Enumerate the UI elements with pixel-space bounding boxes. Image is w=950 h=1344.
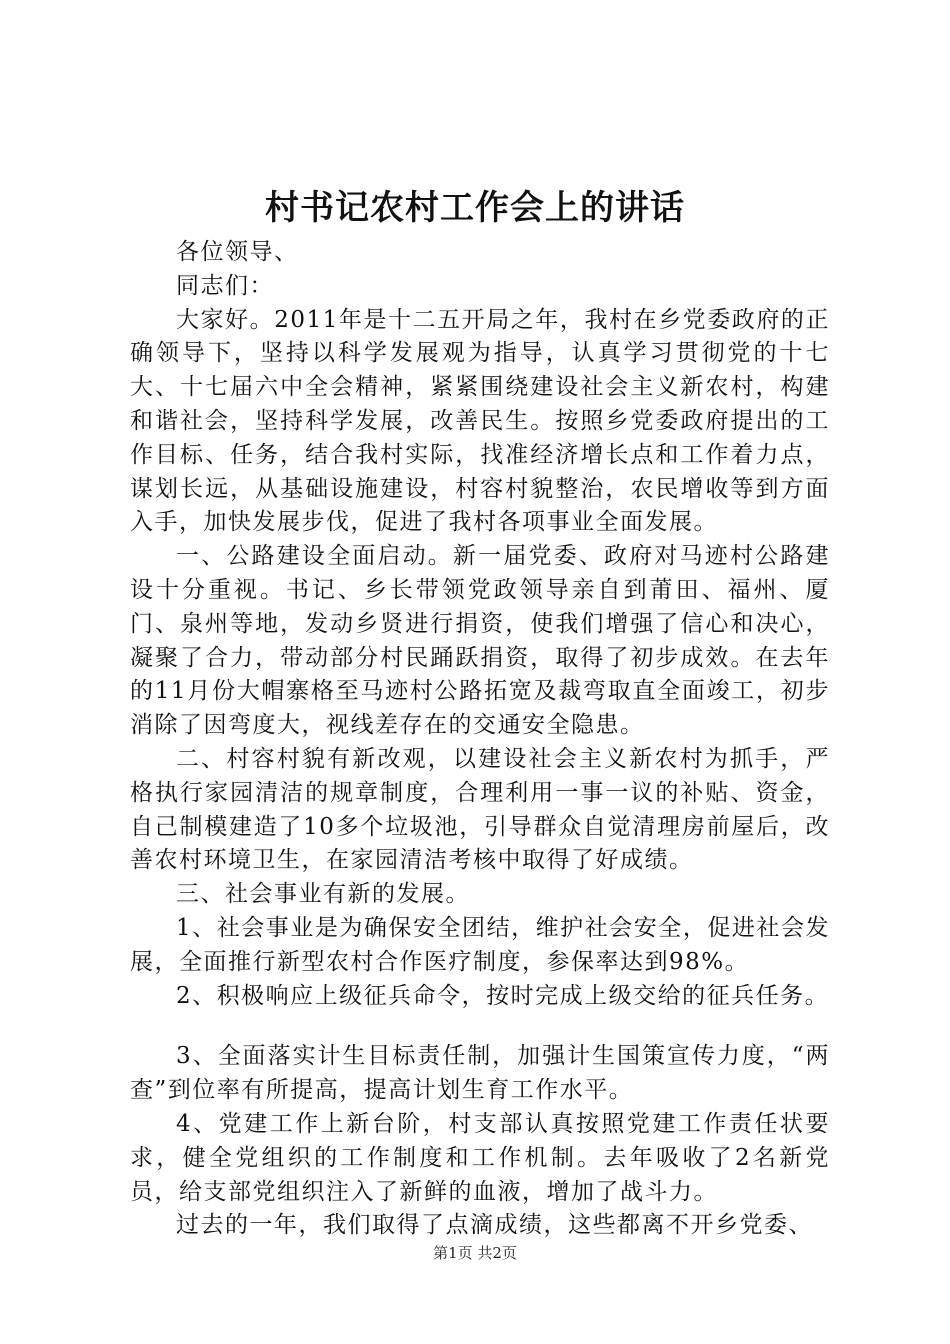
- body-paragraph: 大家好。2011年是十二五开局之年，我村在乡党委政府的正确领导下，坚持以科学发展观为指导，认真学习贯彻党的十七大、十七届六中全会精神，紧紧围绕建设社会主义新农村，构建和谐社会，坚持科学发展，改善民生。按照乡党委政府提出的工作目标、任务，结合我村实际，找准经济增长点和工作着力点，谋划长远，从基础设施建设，村容村貌整治，农民增收等到方面入手，加快发展步伐，促进了我村各项事业全面发展。: [130, 306, 830, 536]
- body-paragraph: 2、积极响应上级征兵命令，按时完成上级交给的征兵任务。: [176, 982, 830, 1009]
- page-number-footer: 第1页 共2页: [433, 1244, 517, 1262]
- section-heading: 三、社会事业有新的发展。: [176, 881, 470, 908]
- salutation-line: 各位领导、: [176, 239, 299, 265]
- body-paragraph: 3、全面落实计生目标责任制，加强计生国策宣传力度，“两查”到位率有所提高，提高计划生育工作水平。: [130, 1043, 830, 1104]
- body-paragraph: 一、公路建设全面启动。新一届党委、政府对马迹村公路建设十分重视。书记、乡长带领党政领导亲自到莆田、福州、厦门、泉州等地，发动乡贤进行捐资，使我们增强了信心和决心，凝聚了合力，带动部分村民踊跃捐资，取得了初步成效。在去年的11月份大帽寨格至马迹村公路拓宽及裁弯取直全面竣工，初步消除了因弯度大，视线差存在的交通安全隐患。: [130, 543, 830, 739]
- body-paragraph: 过去的一年，我们取得了点滴成绩，这些都离不开乡党委、: [176, 1212, 813, 1239]
- document-body: [130, 236, 830, 1243]
- body-paragraph: 4、党建工作上新台阶，村支部认真按照党建工作责任状要求，健全党组织的工作制度和工作机制。去年吸收了2名新党员，给支部党组织注入了新鲜的血液，增加了战斗力。: [130, 1110, 830, 1205]
- document-title: 村书记农村工作会上的讲话: [265, 188, 685, 228]
- body-paragraph: 二、村容村貌有新改观，以建设社会主义新农村为抓手，严格执行家园清洁的规章制度，合理利用一事一议的补贴、资金，自己制模建造了10多个垃圾池，引导群众自觉清理房前屋后，改善农村环境卫生，在家园清洁考核中取得了好成绩。: [130, 745, 830, 874]
- body-paragraph: 1、社会事业是为确保安全团结，维护社会安全，促进社会发展，全面推行新型农村合作医疗制度，参保率达到98%。: [130, 914, 830, 975]
- salutation-line: 同志们：: [176, 272, 274, 299]
